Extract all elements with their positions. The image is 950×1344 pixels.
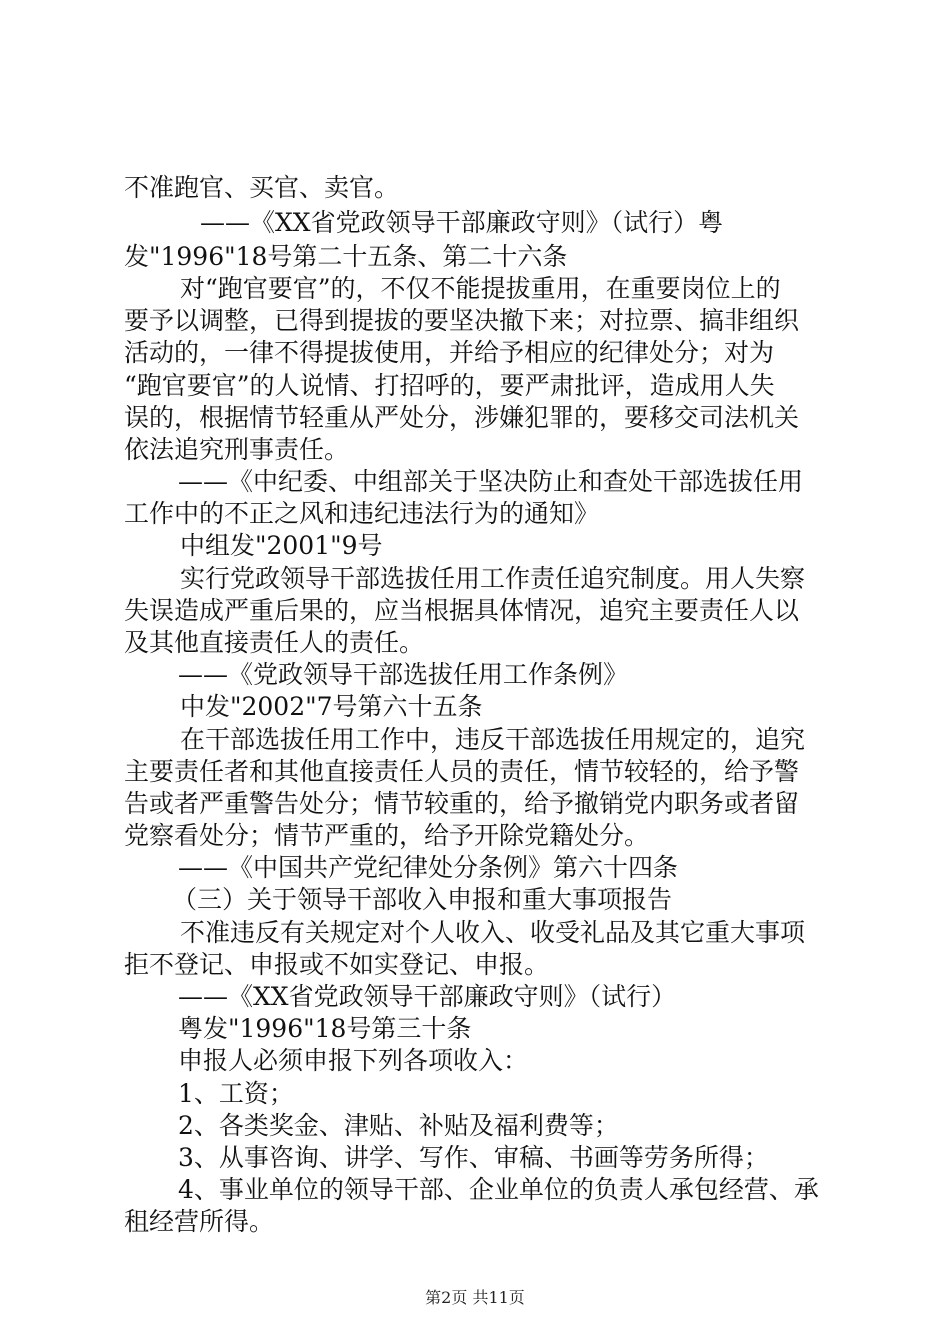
list-item: 2、各类奖金、津贴、补贴及福利费等； [178,1111,619,1140]
text-line: 失误造成严重后果的，应当根据具体情况，追究主要责任人以 [124,596,800,625]
text-line: “跑官要官”的人说情、打招呼的，要严肃批评，造成用人失 [124,371,775,400]
citation-line: 工作中的不正之风和违纪违法行为的通知》 [124,499,600,528]
citation-line: ——《党政领导干部选拔任用工作条例》 [178,660,629,689]
list-item: 1、工资； [178,1079,294,1108]
text-line: 活动的，一律不得提拔使用，并给予相应的纪律处分；对为 [124,338,775,367]
citation-line: ——《中国共产党纪律处分条例》第六十四条 [178,853,679,882]
text-line: 党察看处分；情节严重的，给予开除党籍处分。 [124,821,650,850]
text-line: 不准跑官、买官、卖官。 [124,173,400,202]
citation-line: 粤发"1996"18号第三十条 [178,1014,472,1043]
text-line: 实行党政领导干部选拔任用工作责任追究制度。用人失察 [180,564,806,593]
text-line: 申报人必须申报下列各项收入： [178,1046,529,1075]
citation-line: 中发"2002"7号第六十五条 [180,692,483,721]
list-item: 4、事业单位的领导干部、企业单位的负责人承包经营、承 [178,1175,819,1204]
citation-line: 发"1996"18号第二十五条、第二十六条 [124,242,568,271]
list-item: 租经营所得。 [124,1207,275,1236]
citation-line: ——《XX省党政领导干部廉政守则》（试行）粤 [200,208,724,237]
text-line: 拒不登记、申报或不如实登记、申报。 [124,950,550,979]
citation-line: ——《中纪委、中组部关于坚决防止和查处干部选拔任用 [178,467,804,496]
text-line: 在干部选拔任用工作中，违反干部选拔任用规定的，追究 [180,725,806,754]
page-number: 第2页 共11页 [425,1288,525,1307]
text-line: 主要责任者和其他直接责任人员的责任，情节较轻的，给予警 [124,757,800,786]
citation-line: 中组发"2001"9号 [180,531,383,560]
text-line: 依法追究刑事责任。 [124,435,350,464]
text-line: 告或者严重警告处分；情节较重的，给予撤销党内职务或者留 [124,789,800,818]
text-line: 对“跑官要官”的，不仅不能提拔重用，在重要岗位上的 [180,274,781,303]
text-line: 误的，根据情节轻重从严处分，涉嫌犯罪的，要移交司法机关 [124,403,800,432]
text-line: 不准违反有关规定对个人收入、收受礼品及其它重大事项 [180,918,806,947]
section-heading: （三）关于领导干部收入申报和重大事项报告 [172,885,673,914]
citation-line: ——《XX省党政领导干部廉政守则》（试行） [178,982,677,1011]
list-item: 3、从事咨询、讲学、写作、审稿、书画等劳务所得； [178,1143,769,1172]
text-line: 及其他直接责任人的责任。 [124,628,425,657]
text-line: 要予以调整，已得到提拔的要坚决撤下来；对拉票、搞非组织 [124,306,800,335]
